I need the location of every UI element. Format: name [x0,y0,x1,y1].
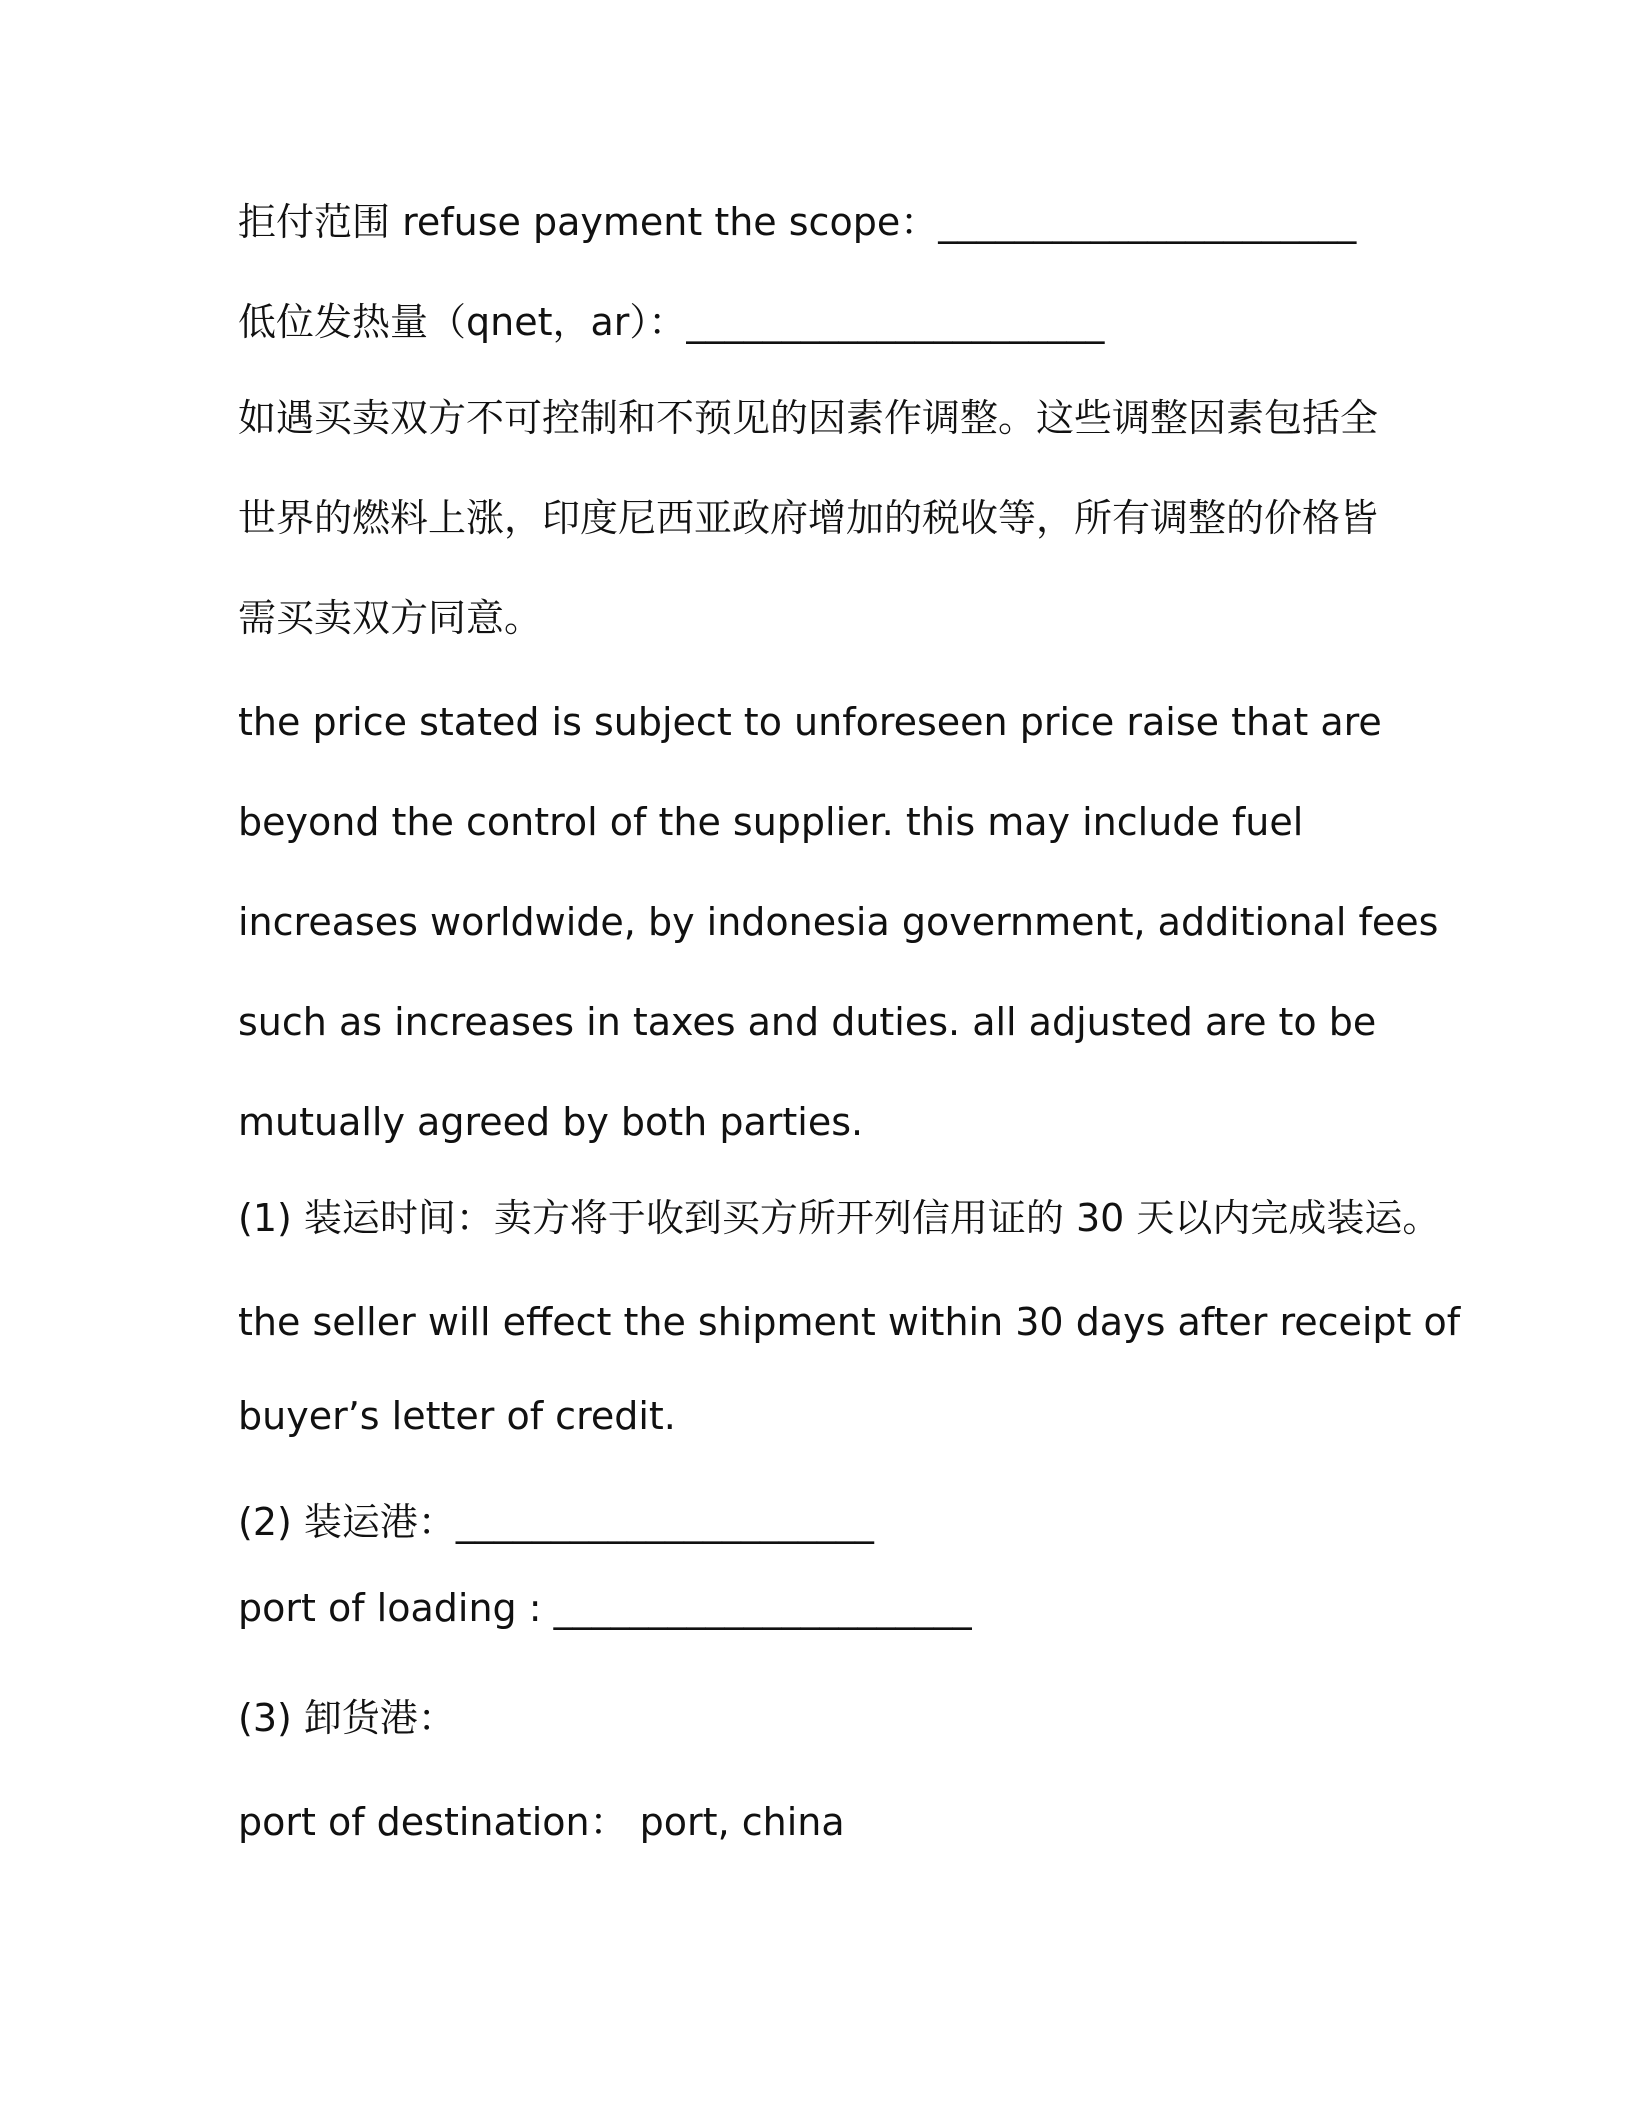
price-adjustment-en-line-4: such as increases in taxes and duties. all adjusted are to be [238,1000,1377,1044]
refuse-payment-scope-line: 拒付范围 refuse payment the scope：______________________ [238,200,1357,244]
net-calorific-value-line: 低位发热量（qnet，ar）：______________________ [238,300,1105,344]
price-adjustment-en-line-2: beyond the control of the supplier. this may include fuel [238,800,1304,844]
shipment-time-en-line-1: the seller will effect the shipment within 30 days after receipt of [238,1300,1461,1344]
price-adjustment-cn-line-3: 需买卖双方同意。 [238,596,543,640]
price-adjustment-cn-line-1: 如遇买卖双方不可控制和不预见的因素作调整。这些调整因素包括全 [238,396,1379,440]
shipment-time-cn-line: (1) 装运时间：卖方将于收到买方所开列信用证的 30 天以内完成装运。 [238,1196,1441,1240]
price-adjustment-en-line-3: increases worldwide, by indonesia government, additional fees [238,900,1439,944]
port-of-loading-cn-line: (2) 装运港：______________________ [238,1500,874,1544]
price-adjustment-en-line-5: mutually agreed by both parties. [238,1100,864,1144]
port-of-loading-en-line: port of loading : ______________________ [238,1586,972,1630]
port-of-destination-en-line: port of destination： port, china [238,1800,845,1844]
price-adjustment-en-line-1: the price stated is subject to unforeseen price raise that are [238,700,1382,744]
port-of-discharge-cn-line: (3) 卸货港： [238,1696,456,1740]
shipment-time-en-line-2: buyer’s letter of credit. [238,1394,676,1438]
price-adjustment-cn-line-2: 世界的燃料上涨，印度尼西亚政府增加的税收等，所有调整的价格皆 [238,496,1379,540]
